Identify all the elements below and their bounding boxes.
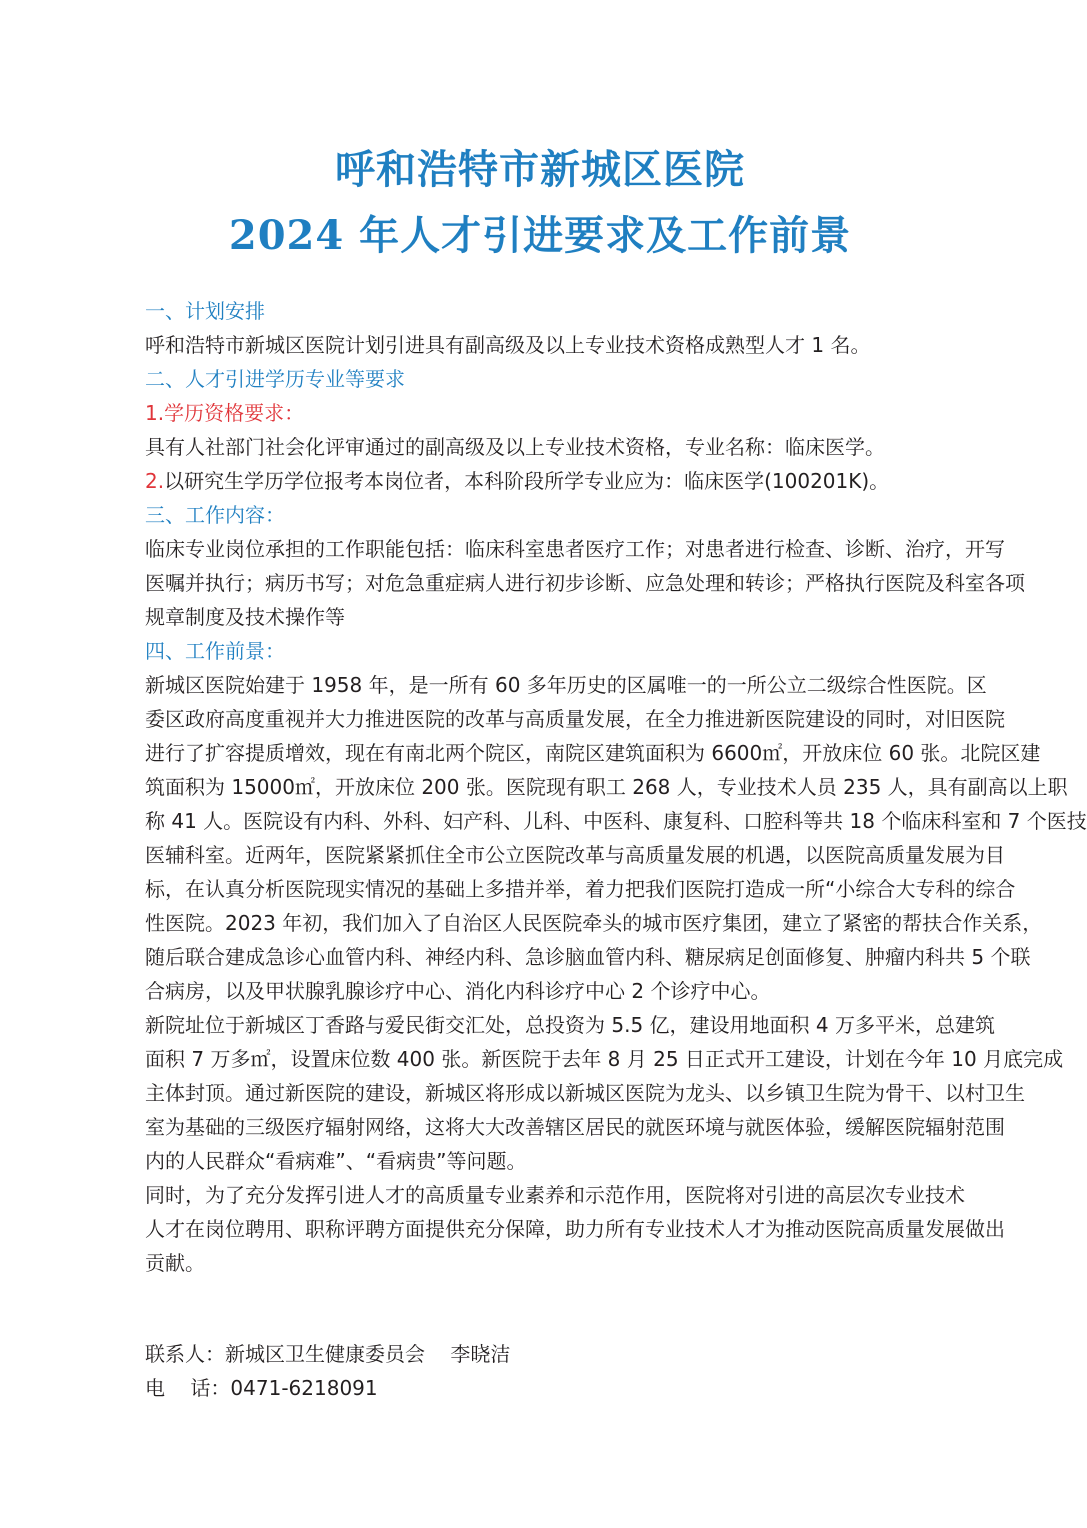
work-line: 规章制度及技术操作等 [145, 605, 345, 629]
paragraph-line: 标，在认真分析医院现实情况的基础上多措并举，着力把我们医院打造成一所“小综合大专科的综合 [145, 877, 1016, 901]
paragraph-line: 新城区医院始建于 1958 年，是一所有 60 多年历史的区属唯一的一所公立二级综合性医院。区 [145, 673, 987, 697]
contact-person: 联系人：新城区卫生健康委员会 李晓洁 [145, 1342, 511, 1366]
paragraph-line: 面积 7 万多㎡，设置床位数 400 张。新医院于去年 8 月 25 日正式开工建设，计划在今年 10 月底完成 [145, 1047, 1064, 1071]
paragraph-line: 性医院。2023 年初，我们加入了自治区人民医院牵头的城市医疗集团，建立了紧密的帮扶合作关系， [145, 911, 1043, 935]
paragraph-line: 同时，为了充分发挥引进人才的高质量专业素养和示范作用，医院将对引进的高层次专业技术 [145, 1183, 965, 1207]
requirement-1-text: 具有人社部门社会化评审通过的副高级及以上专业技术资格，专业名称：临床医学。 [145, 435, 885, 459]
paragraph-line: 贡献。 [145, 1251, 205, 1275]
paragraph-line: 内的人民群众“看病难”、“看病贵”等问题。 [145, 1149, 527, 1173]
document-body [145, 294, 1087, 1280]
paragraph-line: 人才在岗位聘用、职称评聘方面提供充分保障，助力所有专业技术人才为推动医院高质量发展做出 [145, 1217, 1005, 1241]
work-line: 医嘱并执行；病历书写；对危急重症病人进行初步诊断、应急处理和转诊；严格执行医院及科室各项 [145, 571, 1025, 595]
section-heading-requirements: 二、人才引进学历专业等要求 [145, 367, 405, 391]
contact-phone: 电 话：0471-6218091 [145, 1376, 378, 1400]
paragraph-line: 新院址位于新城区丁香路与爱民街交汇处，总投资为 5.5 亿，建设用地面积 4 万多平米，总建筑 [145, 1013, 995, 1037]
paragraph-line: 室为基础的三级医疗辐射网络，这将大大改善辖区居民的就医环境与就医体验，缓解医院辐射范围 [145, 1115, 1005, 1139]
work-line: 临床专业岗位承担的工作职能包括：临床科室患者医疗工作；对患者进行检查、诊断、治疗，开写 [145, 537, 1005, 561]
prospect-paragraph-3 [145, 1178, 1005, 1280]
page-title-line-1: 呼和浩特市新城区医院 [335, 146, 745, 193]
paragraph-line: 主体封顶。通过新医院的建设，新城区将形成以新城区医院为龙头、以乡镇卫生院为骨干、以村卫生 [145, 1081, 1025, 1105]
section-heading-plan: 一、计划安排 [145, 299, 265, 323]
paragraph-line: 委区政府高度重视并大力推进医院的改革与高质量发展，在全力推进新医院建设的同时，对旧医院 [145, 707, 1005, 731]
requirement-2-number: 2. [145, 469, 165, 493]
paragraph-line: 医辅科室。近两年，医院紧紧抓住全市公立医院改革与高质量发展的机遇，以医院高质量发展为目 [145, 843, 1005, 867]
section-heading-work: 三、工作内容： [145, 503, 285, 527]
plan-text: 呼和浩特市新城区医院计划引进具有副高级及以上专业技术资格成熟型人才 1 名。 [145, 333, 871, 357]
prospect-paragraph-1 [145, 668, 1087, 1008]
prospect-paragraph-2 [145, 1008, 1064, 1178]
paragraph-line: 随后联合建成急诊心血管内科、神经内科、急诊脑血管内科、糖尿病足创面修复、肿瘤内科共 5 个联 [145, 945, 1031, 969]
paragraph-line: 筑面积为 15000㎡，开放床位 200 张。医院现有职工 268 人，专业技术人员 235 人，具有副高以上职 [145, 775, 1068, 799]
paragraph-line: 进行了扩容提质增效，现在有南北两个院区，南院区建筑面积为 6600㎡，开放床位 60 张。北院区建 [145, 741, 1041, 765]
requirement-2 [145, 464, 983, 498]
section-heading-prospect: 四、工作前景： [145, 639, 285, 663]
paragraph-line: 称 41 人。医院设有内科、外科、妇产科、儿科、中医科、康复科、口腔科等共 18 个临床科室和 7 个医技 [145, 809, 1087, 833]
page-title-line-2: 2024 年人才引进要求及工作前景 [228, 212, 852, 259]
paragraph-line: 合病房，以及甲状腺乳腺诊疗中心、消化内科诊疗中心 2 个诊疗中心。 [145, 979, 771, 1003]
requirement-1-label: 1.学历资格要求： [145, 401, 305, 425]
requirement-2-text: 以研究生学历学位报考本岗位者，本科阶段所学专业应为：临床医学(100201K)。 [164, 469, 890, 493]
